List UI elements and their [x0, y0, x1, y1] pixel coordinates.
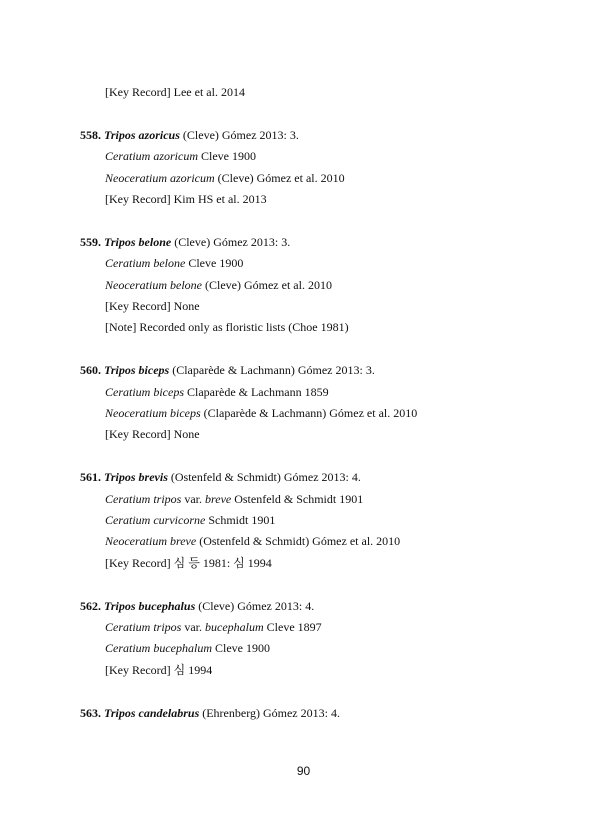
- synonym-line: [105, 170, 345, 186]
- text-span: [Key Record] 심 1994: [105, 663, 213, 677]
- species-name: Tripos belone: [104, 235, 172, 249]
- text-span: Cleve 1897: [263, 620, 322, 634]
- synonym-line: [105, 662, 212, 678]
- text-span: (Claparède & Lachmann) Gómez 2013: 3.: [169, 363, 375, 377]
- text-span: Cleve 1900: [198, 149, 256, 163]
- text-span: Cleve 1900: [185, 256, 244, 270]
- species-entry-heading: [80, 362, 375, 378]
- taxon-name: Neoceratium belone: [105, 278, 202, 292]
- taxon-name: Neoceratium biceps: [105, 406, 201, 420]
- synonym-line: [105, 298, 200, 314]
- species-entry-heading: [80, 598, 314, 614]
- synonym-line: [105, 384, 329, 400]
- text-span: [Key Record] 심 등 1981: 심 1994: [105, 556, 272, 570]
- species-entry-heading: [80, 234, 290, 250]
- taxon-name: Ceratium belone: [105, 256, 186, 270]
- text-span: Schmidt 1901: [205, 513, 276, 527]
- taxon-name: Neoceratium azoricum: [105, 171, 215, 185]
- entry-number: 560.: [80, 363, 104, 377]
- text-span: (Cleve) Gómez et al. 2010: [214, 171, 345, 185]
- synonym-line: [105, 426, 200, 442]
- text-span: [Key Record] None: [105, 427, 200, 441]
- text-span: Claparède & Lachmann 1859: [184, 385, 329, 399]
- text-span: (Cleve) Gómez 2013: 4.: [195, 599, 315, 613]
- page-number: 90: [296, 764, 311, 778]
- text-span: (Ehrenberg) Gómez 2013: 4.: [199, 706, 340, 720]
- synonym-line: [105, 640, 270, 656]
- species-name: Tripos azoricus: [104, 128, 180, 142]
- text-span: (Cleve) Gómez 2013: 3.: [179, 128, 299, 142]
- text-span: Cleve 1900: [212, 641, 270, 655]
- species-entry-heading: [80, 127, 299, 143]
- text-span: [Key Record] Kim HS et al. 2013: [105, 192, 267, 206]
- text-span: (Ostenfeld & Schmidt) Gómez et al. 2010: [196, 534, 401, 548]
- species-name: Tripos brevis: [104, 470, 168, 484]
- taxon-name: bucephalum: [205, 620, 264, 634]
- synonym-line: [105, 84, 245, 100]
- synonym-line: [105, 148, 256, 164]
- entry-number: 561.: [80, 470, 104, 484]
- taxon-name: Ceratium tripos: [105, 492, 182, 506]
- text-span: [Key Record] Lee et al. 2014: [105, 85, 245, 99]
- taxon-name: Ceratium curvicorne: [105, 513, 206, 527]
- synonym-line: [105, 255, 243, 271]
- taxon-name: Ceratium biceps: [105, 385, 184, 399]
- synonym-line: [105, 619, 322, 635]
- species-name: Tripos bucephalus: [104, 599, 196, 613]
- synonym-line: [105, 319, 349, 335]
- synonym-line: [105, 277, 332, 293]
- text-span: var.: [181, 620, 206, 634]
- synonym-line: [105, 512, 275, 528]
- taxon-name: Neoceratium breve: [105, 534, 197, 548]
- taxon-name: Ceratium bucephalum: [105, 641, 212, 655]
- entry-number: 559.: [80, 235, 104, 249]
- species-name: Tripos candelabrus: [104, 706, 200, 720]
- text-span: (Ostenfeld & Schmidt) Gómez 2013: 4.: [167, 470, 361, 484]
- taxon-name: breve: [205, 492, 232, 506]
- entry-number: 563.: [80, 706, 104, 720]
- synonym-line: [105, 533, 400, 549]
- taxon-name: Ceratium tripos: [105, 620, 182, 634]
- text-span: var.: [181, 492, 206, 506]
- synonym-line: [105, 555, 272, 571]
- species-name: Tripos biceps: [104, 363, 170, 377]
- text-span: [Key Record] None: [105, 299, 200, 313]
- text-span: Ostenfeld & Schmidt 1901: [231, 492, 364, 506]
- species-entry-heading: [80, 705, 340, 721]
- text-span: (Cleve) Gómez 2013: 3.: [171, 235, 291, 249]
- entry-number: 562.: [80, 599, 104, 613]
- species-entry-heading: [80, 469, 361, 485]
- synonym-line: [105, 191, 267, 207]
- taxon-name: Ceratium azoricum: [105, 149, 198, 163]
- entry-number: 558.: [80, 128, 104, 142]
- text-span: (Cleve) Gómez et al. 2010: [201, 278, 332, 292]
- synonym-line: [105, 491, 363, 507]
- text-span: [Note] Recorded only as floristic lists (Choe 1981): [105, 320, 349, 334]
- text-span: (Claparède & Lachmann) Gómez et al. 2010: [200, 406, 418, 420]
- synonym-line: [105, 405, 417, 421]
